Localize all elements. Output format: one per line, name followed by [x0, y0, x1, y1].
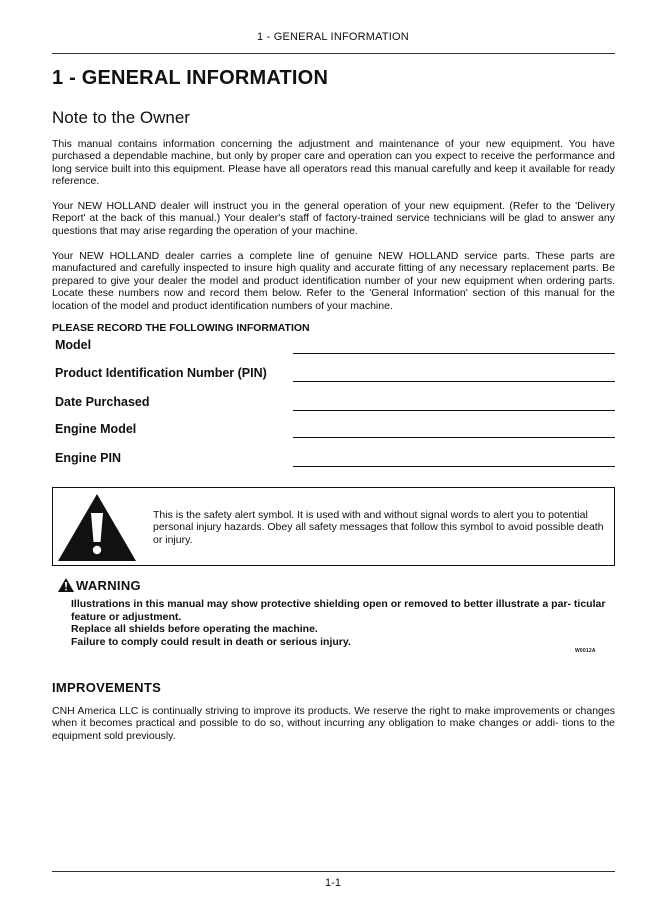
record-label: Engine Model	[55, 422, 137, 436]
section-title: Note to the Owner	[52, 108, 190, 127]
safety-alert-triangle-icon	[56, 491, 138, 563]
paragraph-intro: This manual contains information concerning the adjustment and maintenance of your new equipment. You have purchased a dependable machine, but only by proper care and operation can you expect to receive the performance and long service built into this equipment. Please have all operators read this manual carefully and keep it available for ready reference.	[52, 138, 615, 188]
record-row-date-purchased	[55, 391, 615, 411]
running-header: 1 - GENERAL INFORMATION	[257, 31, 409, 43]
record-label: Engine PIN	[55, 451, 121, 465]
page-title: 1 - GENERAL INFORMATION	[52, 67, 329, 89]
record-label: Model	[55, 338, 92, 352]
warning-body	[71, 598, 606, 648]
record-blank-line	[293, 410, 615, 411]
record-blank-line	[293, 437, 615, 438]
record-row-engine-model	[55, 418, 615, 438]
record-row-engine-pin	[55, 447, 615, 467]
warning-line: Illustrations in this manual may show protective shielding open or removed to better illustrate a par- ticular feature or adjustment.	[71, 598, 606, 623]
paragraph-dealer: Your NEW HOLLAND dealer will instruct you in the general operation of your new equipment. (Refer to the 'Delivery Report' at the back of this manual.) Your dealer's staff of factory-trained service technicians will be glad to answer any questions that may arise regarding the operation of your machine.	[52, 200, 615, 237]
page-number: 1-1	[325, 877, 341, 889]
warning-code: W0012A	[575, 648, 596, 654]
warning-line: Failure to comply could result in death or serious injury.	[71, 635, 351, 648]
record-label: Date Purchased	[55, 395, 150, 409]
footer-rule	[52, 871, 615, 872]
improvements-title: IMPROVEMENTS	[52, 680, 162, 695]
improvements-text: CNH America LLC is continually striving to improve its products. We reserve the right to make improvements or changes when it becomes practical and possible to do so, without incurring any obligation to make changes or addi- tions to the equipment sold previously.	[52, 705, 615, 742]
safety-alert-text: This is the safety alert symbol. It is used with and without signal words to alert you to potential personal injury hazards. Obey all safety messages that follow this symbol to avoid possible death or injury.	[153, 509, 604, 546]
record-row-pin	[55, 362, 615, 382]
record-blank-line	[293, 381, 615, 382]
warning-label: WARNING	[76, 578, 141, 593]
warning-triangle-icon	[58, 578, 74, 592]
safety-alert-box	[52, 487, 615, 566]
record-row-model	[55, 334, 615, 354]
paragraph-parts: Your NEW HOLLAND dealer carries a complete line of genuine NEW HOLLAND service parts. These parts are manufactured and carefully inspected to insure high quality and accurate fitting of any necessary replacement parts. Be prepared to give your dealer the model and product identification number of your new equipment when ordering parts. Locate these numbers now and record them below. Refer to the 'General Information' section of this manual for the location of the model and product identification numbers of your machine.	[52, 250, 615, 312]
record-heading: PLEASE RECORD THE FOLLOWING INFORMATION	[52, 322, 310, 334]
header-rule	[52, 53, 615, 54]
record-blank-line	[293, 353, 615, 354]
record-blank-line	[293, 466, 615, 467]
warning-line: Replace all shields before operating the machine.	[71, 623, 318, 636]
record-label: Product Identification Number (PIN)	[55, 366, 267, 380]
